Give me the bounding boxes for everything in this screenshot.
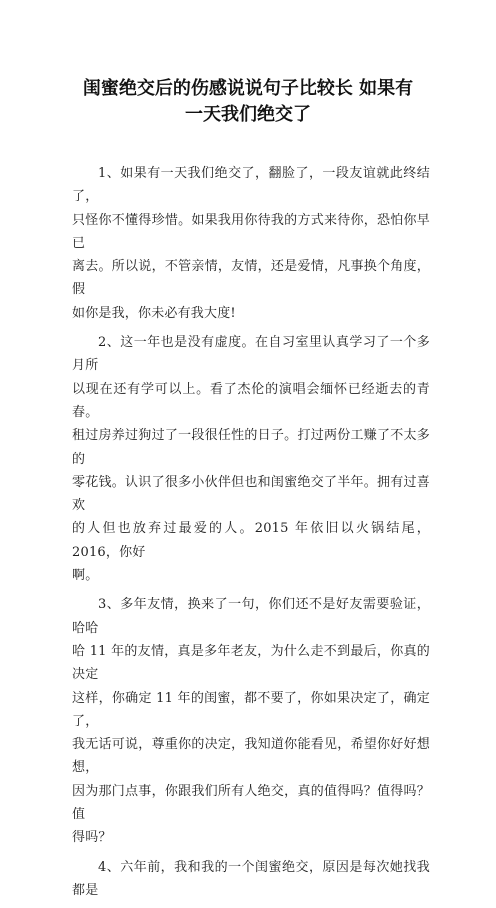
- paragraph-1: 1、如果有一天我们绝交了，翻脸了，一段友谊就此终结了， 只怪你不懂得珍惜。如果我用你待我的方式来待你，恐怕你早已 离去。所以说，不管亲情，友情，还是爱情，凡事换个角度，假 如你是我，你未必有我大度!: [72, 166, 430, 321]
- article-body: [72, 162, 430, 908]
- paragraph-3: 3、多年友情，换来了一句，你们还不是好友需要验证，哈哈 哈 11 年的友情，真是多年老友，为什么走不到最后，你真的决定 这样，你确定 11 年的闺蜜，都不要了，你如果决定了，确定了， 我无话可说，尊重你的决定，我知道你能看见，希望你好好想想， 因为那门点事，你跟我们所有人绝交，真的值得吗？值得吗？值 得吗？: [72, 597, 430, 846]
- paragraph-2: 2、这一年也是没有虚度。在自习室里认真学习了一个多月所 以现在还有学可以上。看了杰伦的演唱会缅怀已经逝去的青春。 租过房养过狗过了一段很任性的日子。打过两份工赚了不太多的 零花钱。认识了很多小伙伴但也和闺蜜绝交了半年。拥有过喜欢 的人但也放弃过最爱的人。2015 年依旧以火锅结尾，2016，你好 啊。: [72, 335, 430, 584]
- article-title: [40, 76, 456, 128]
- paragraph-4: 4、六年前，我和我的一个闺蜜绝交，原因是每次她找我都是: [72, 859, 430, 898]
- article-title-line-2: 一天我们绝交了: [185, 104, 311, 125]
- article-title-line-1: 闺蜜绝交后的伤感说说句子比较长 如果有: [82, 78, 414, 99]
